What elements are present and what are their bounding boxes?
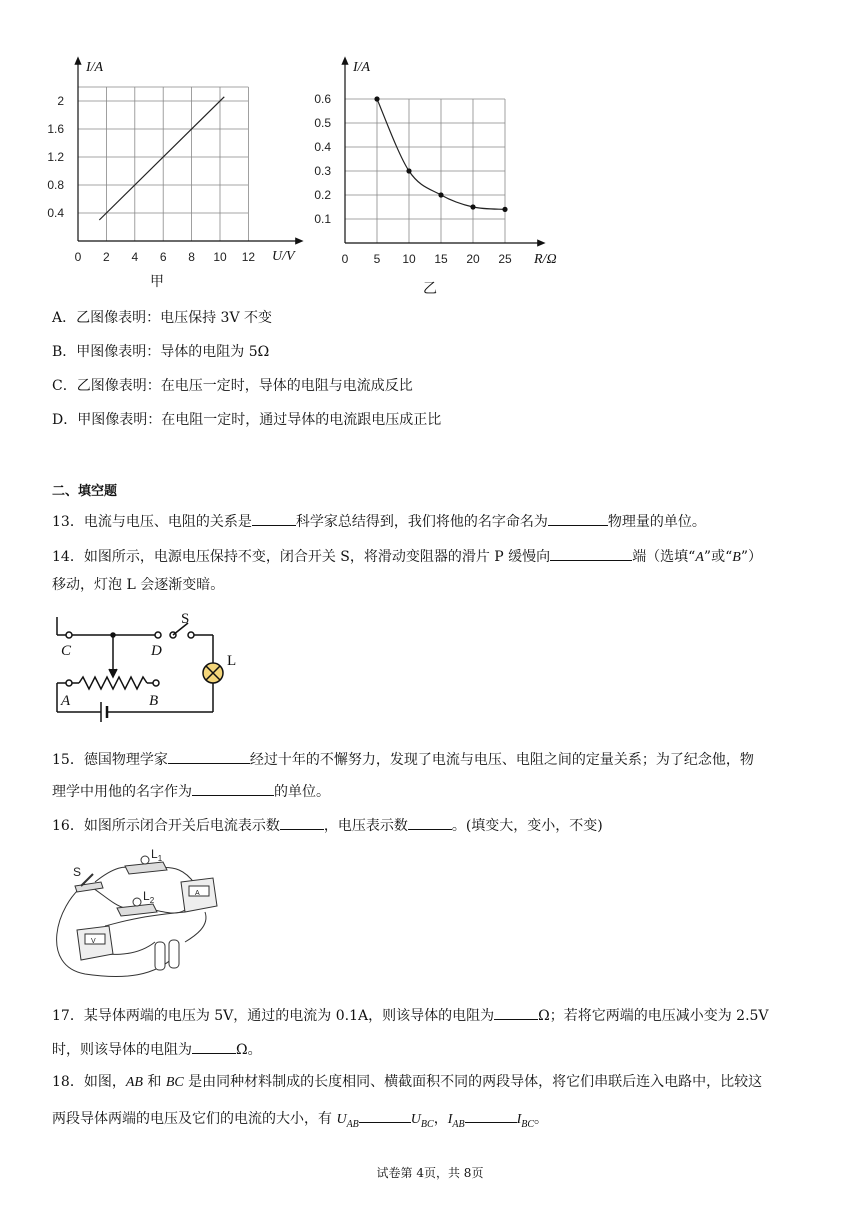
q15-text-2: 经过十年的不懈努力，发现了电流与电压、电阻之间的定量关系；为了纪念他，物 [249, 752, 754, 768]
terminal-c [66, 632, 72, 638]
q18-ab: AB [125, 1075, 143, 1090]
data-point [374, 96, 379, 101]
answer-blank[interactable] [168, 748, 250, 764]
q16-text-3: 。(填变大，变小，不变) [451, 818, 603, 834]
terminal-b [153, 680, 159, 686]
q17-text-3: 时，则该导体的电阻为 [52, 1042, 192, 1058]
data-point [470, 204, 475, 209]
circuit-diagram-1 [45, 605, 245, 720]
question-15 [52, 748, 812, 770]
q16-text-2: ，电压表示数 [323, 818, 408, 834]
x-tick-label: 8 [188, 250, 195, 264]
series-line [99, 97, 224, 220]
q18-sub: AB [452, 1118, 465, 1130]
x-tick-label: 12 [241, 250, 256, 264]
answer-blank[interactable] [192, 780, 274, 796]
chart-yi [314, 50, 580, 300]
option-a: A．乙图像表明：电压保持 3V 不变 [52, 310, 273, 326]
q14-text-2: 端（选填“ [632, 549, 696, 565]
answer-blank[interactable] [252, 510, 296, 526]
q14-text-3: ”或“ [703, 549, 733, 565]
option-c: C．乙图像表明：在电压一定时，导体的电阻与电流成反比 [52, 378, 413, 394]
x-tick-label: 5 [373, 252, 381, 266]
label-l: L [227, 653, 237, 669]
answer-blank[interactable] [192, 1038, 236, 1054]
label-l2: $L_2$ [143, 889, 155, 905]
chart-caption: 乙 [423, 281, 437, 297]
chart-grid [78, 87, 248, 241]
q18-i: I [447, 1112, 453, 1127]
y-tick-label: 0.1 [314, 212, 331, 226]
q18-end: 。 [534, 1111, 549, 1127]
x-tick-label: 20 [466, 252, 480, 266]
q15-text-3: 理学中用他的名字作为 [52, 784, 192, 800]
y-tick-label: 1.6 [47, 122, 64, 136]
data-point [502, 207, 507, 212]
y-axis-label: I/A [86, 60, 104, 75]
question-17 [52, 1004, 812, 1026]
rheostat [79, 677, 147, 689]
q18-bc: BC [165, 1075, 184, 1090]
data-point [438, 192, 443, 197]
q17-text-4: Ω。 [236, 1042, 262, 1058]
q15-text-1: 15．德国物理学家 [52, 752, 168, 768]
answer-blank[interactable] [548, 510, 608, 526]
y-tick-label: 0.3 [314, 164, 331, 178]
y-tick-label: 0.4 [47, 206, 64, 220]
circuit-diagram-2 [45, 846, 230, 984]
label-voltmeter: V [91, 938, 96, 945]
question-16 [52, 814, 812, 836]
data-point [406, 168, 411, 173]
answer-blank[interactable] [359, 1107, 411, 1123]
q14-text-1: 14．如图所示，电源电压保持不变，闭合开关 S，将滑动变阻器的滑片 P 缓慢向 [52, 549, 551, 565]
x-tick-label: 10 [213, 250, 227, 264]
question-17-line2 [52, 1038, 812, 1060]
label-a: A [61, 693, 71, 709]
x-axis-label: U/V [272, 249, 295, 264]
q18-text-1: 18．如图， [52, 1074, 126, 1090]
question-13 [52, 510, 812, 532]
switch-contact [188, 632, 194, 638]
chart-grid [345, 99, 505, 243]
label-c: C [61, 643, 72, 659]
terminal-a [66, 680, 72, 686]
x-tick-label: 2 [103, 250, 110, 264]
q18-sub: BC [420, 1118, 434, 1130]
question-14-line2: 移动，灯泡 L 会逐渐变暗。 [52, 577, 225, 593]
q18-text-4: 两段导体两端的电压及它们的电流的大小，有 [52, 1111, 337, 1127]
x-tick-label: 25 [498, 252, 512, 266]
q13-text-1: 13．电流与电压、电阻的关系是 [52, 514, 252, 530]
y-tick-label: 1.2 [47, 150, 64, 164]
q18-sub: AB [346, 1118, 359, 1130]
question-14 [52, 545, 812, 568]
x-axis-label: R/Ω [534, 252, 557, 267]
x-tick-label: 0 [341, 252, 349, 266]
answer-blank[interactable] [465, 1107, 517, 1123]
y-tick-label: 0.6 [314, 92, 331, 106]
question-18 [52, 1072, 812, 1093]
y-tick-label: 0.4 [314, 140, 331, 154]
battery [155, 940, 179, 970]
q18-i: I [516, 1112, 522, 1127]
option-d: D．甲图像表明：在电阻一定时，通过导体的电流跟电压成正比 [52, 412, 442, 428]
answer-blank[interactable] [550, 545, 632, 561]
q17-text-1: 17．某导体两端的电压为 5V，通过的电流为 0.1A，则该导体的电阻为 [52, 1008, 495, 1024]
x-tick-label: 6 [159, 250, 167, 264]
chart-caption: 甲 [150, 274, 164, 290]
q14-option-a: A [695, 550, 704, 565]
label-s: S [181, 611, 190, 627]
y-axis-label: I/A [353, 60, 371, 75]
q18-comma: ， [433, 1111, 448, 1127]
y-tick-label: 0.5 [314, 116, 331, 130]
chart-jia [47, 50, 310, 300]
label-d: D [151, 643, 162, 659]
q16-text-1: 16．如图所示闭合开关后电流表示数 [52, 818, 280, 834]
terminal-d [155, 632, 161, 638]
question-15-line2 [52, 780, 812, 802]
label-s: S [73, 865, 82, 879]
answer-blank[interactable] [280, 814, 324, 830]
option-b: B．甲图像表明：导体的电阻为 5Ω [52, 344, 270, 360]
answer-blank[interactable] [408, 814, 452, 830]
label-ammeter: A [195, 890, 200, 897]
q17-text-2: Ω；若将它两端的电压减小变为 2.5V [538, 1008, 769, 1024]
label-l1: $L_1$ [151, 847, 163, 863]
y-tick-label: 2 [57, 94, 64, 108]
q18-text-3: 是由同种材料制成的长度相同、横截面积不同的两段导体，将它们串联后连入电路中，比较这 [183, 1074, 763, 1090]
q18-u: U [336, 1112, 347, 1127]
page-footer: 试卷第 4页，共 8页 [376, 1166, 484, 1180]
x-tick-label: 15 [434, 252, 448, 266]
q18-u: U [410, 1112, 421, 1127]
x-tick-label: 4 [131, 250, 139, 264]
x-tick-label: 10 [402, 252, 416, 266]
q14-text-4: ”） [740, 549, 762, 565]
section-title: 二、填空题 [52, 484, 118, 499]
x-tick-label: 0 [74, 250, 82, 264]
q15-text-4: 的单位。 [274, 784, 330, 800]
q14-option-b: B [732, 550, 741, 565]
wire [185, 912, 206, 942]
q18-text-2: 和 [142, 1074, 166, 1090]
y-tick-label: 0.8 [47, 178, 64, 192]
y-tick-label: 0.2 [314, 188, 331, 202]
q13-text-3: 物理量的单位。 [607, 514, 706, 530]
wire [105, 912, 185, 926]
q13-text-2: 科学家总结得到，我们将他的名字命名为 [295, 514, 548, 530]
label-b: B [149, 693, 159, 709]
q18-sub: BC [521, 1118, 535, 1130]
question-18-line2 [52, 1107, 812, 1135]
answer-blank[interactable] [494, 1004, 538, 1020]
